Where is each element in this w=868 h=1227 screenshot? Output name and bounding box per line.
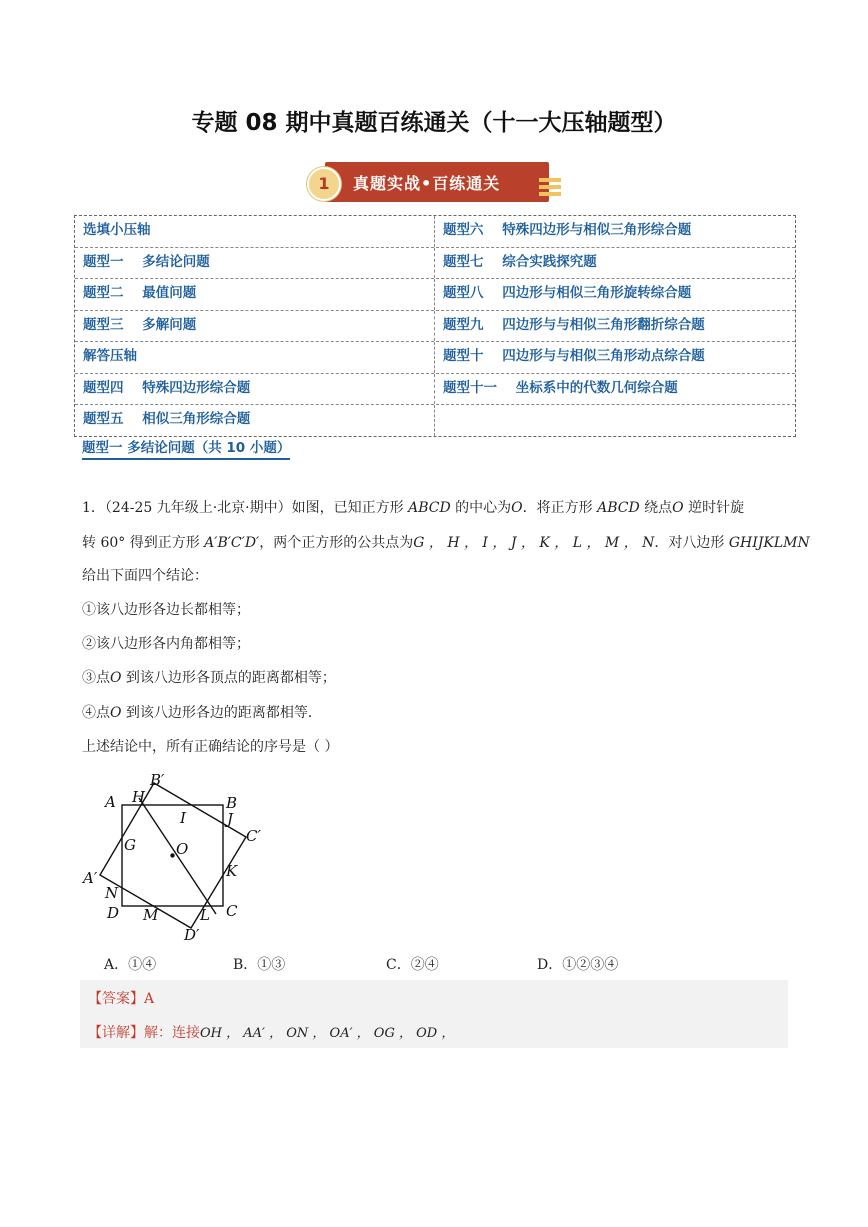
answer-tag: 【答案】 — [88, 991, 144, 1007]
choice-d[interactable]: D．①②③④ — [537, 957, 619, 973]
question-text: 逆时针旋 — [683, 500, 745, 516]
conclusion-2: ②该八边形各内角都相等； — [82, 636, 250, 652]
conclusion-1: ①该八边形各边长都相等； — [82, 602, 250, 618]
toc-link[interactable]: 题型十一 坐标系中的代数几何综合题 — [443, 379, 678, 396]
toc-link[interactable]: 题型四 特殊四边形综合题 — [75, 374, 435, 405]
choice-b[interactable]: B．①③ — [233, 957, 286, 973]
detail-text: 解：连接 — [144, 1025, 200, 1041]
label-i: I — [180, 809, 186, 827]
question-text: 转 60° 得到正方形 — [82, 535, 205, 551]
toc-empty-cell — [435, 405, 795, 436]
math-term: A′B′C′D′ — [204, 535, 260, 551]
answer-value: A — [144, 991, 155, 1007]
toc-link[interactable]: 题型九 四边形与与相似三角形翻折综合题 — [443, 316, 705, 333]
label-g: G — [124, 836, 136, 854]
question-text: 1．（24-25 九年级上·北京·期中）如图，已知正方形 — [82, 500, 409, 516]
toc-row — [75, 374, 795, 406]
toc-link[interactable]: 题型七 综合实践探究题 — [443, 253, 597, 270]
math-term: G ， H ， I ， J ， K ， L ， M ， N — [413, 535, 655, 551]
detail-line — [88, 1022, 454, 1042]
label-o: O — [176, 840, 189, 858]
question-line-2 — [82, 533, 810, 553]
label-n: N — [105, 884, 119, 902]
geometry-diagram — [80, 768, 280, 948]
label-a: A — [105, 793, 116, 811]
label-b-prime: B′ — [150, 771, 165, 789]
table-of-contents — [74, 215, 796, 437]
math-term: GHIJKLMN — [728, 535, 810, 551]
label-d-prime: D′ — [184, 926, 200, 944]
question-text: ．对八边形 — [654, 535, 729, 551]
conclusion-4 — [82, 703, 322, 723]
math-term: ABCD — [597, 500, 640, 516]
section-banner — [307, 160, 562, 204]
label-c: C — [226, 902, 238, 920]
toc-link[interactable]: 题型六 特殊四边形与相似三角形综合题 — [443, 222, 692, 238]
conclusion-3 — [82, 668, 336, 688]
question-line-1 — [82, 498, 792, 518]
label-h: H — [132, 788, 146, 806]
label-l: L — [200, 906, 210, 924]
toc-row — [75, 248, 795, 280]
toc-row — [75, 405, 795, 436]
section-heading: 题型一 多结论问题（共 10 小题） — [82, 436, 290, 460]
toc-link[interactable]: 题型三 多解问题 — [75, 311, 435, 342]
math-term: ABCD — [408, 500, 451, 516]
page-title: 专题 08 期中真题百练通关（十一大压轴题型） — [191, 110, 677, 136]
toc-row — [75, 279, 795, 311]
label-m: M — [143, 906, 159, 924]
toc-link[interactable]: 题型二 最值问题 — [75, 279, 435, 310]
choice-c[interactable]: C．②④ — [386, 957, 439, 973]
question-text: ．将正方形 — [522, 500, 598, 516]
detail-items: OH ， AA′ ， ON ， OA′ ， OG ， OD ， — [200, 1026, 455, 1041]
math-term: O — [672, 500, 684, 516]
banner-text: 真题实战•百练通关 — [353, 174, 501, 193]
label-a-prime: A′ — [83, 869, 98, 887]
toc-link[interactable]: 题型十 四边形与与相似三角形动点综合题 — [443, 348, 705, 364]
answer-line — [88, 988, 154, 1008]
toc-link[interactable]: 选填小压轴 — [75, 216, 435, 247]
toc-link[interactable]: 题型一 多结论问题 — [75, 248, 435, 279]
center-point — [170, 853, 174, 857]
question-line-3: 给出下面四个结论： — [82, 568, 208, 584]
banner-number: 1 — [307, 167, 341, 201]
question-text: ④点 — [82, 705, 110, 721]
toc-row — [75, 311, 795, 343]
question-text: 到该八边形各边的距离都相等． — [121, 705, 322, 721]
math-term: O — [511, 500, 523, 516]
detail-tag: 【详解】 — [88, 1025, 144, 1041]
label-k: K — [226, 862, 238, 880]
question-text: 到该八边形各顶点的距离都相等； — [121, 670, 336, 686]
toc-link[interactable]: 题型五 相似三角形综合题 — [75, 405, 435, 436]
label-b: B — [226, 794, 238, 812]
question-text: ③点 — [82, 670, 110, 686]
toc-row — [75, 216, 795, 248]
question-text: 的中心为 — [450, 500, 512, 516]
banner-stripes-icon — [539, 178, 561, 200]
question-text: 绕点 — [639, 500, 673, 516]
label-d: D — [107, 904, 120, 922]
answer-panel — [80, 980, 788, 1048]
math-term: O — [110, 670, 122, 686]
label-c-prime: C′ — [246, 827, 261, 845]
question-text: ，两个正方形的公共点为 — [259, 535, 414, 551]
question-prompt: 上述结论中，所有正确结论的序号是（ ） — [82, 739, 339, 755]
toc-link[interactable]: 解答压轴 — [75, 342, 435, 373]
choice-a[interactable]: A．①④ — [104, 957, 157, 973]
toc-link[interactable]: 题型八 四边形与相似三角形旋转综合题 — [443, 285, 692, 301]
math-term: O — [110, 705, 122, 721]
toc-row — [75, 342, 795, 374]
label-j: J — [227, 810, 234, 828]
